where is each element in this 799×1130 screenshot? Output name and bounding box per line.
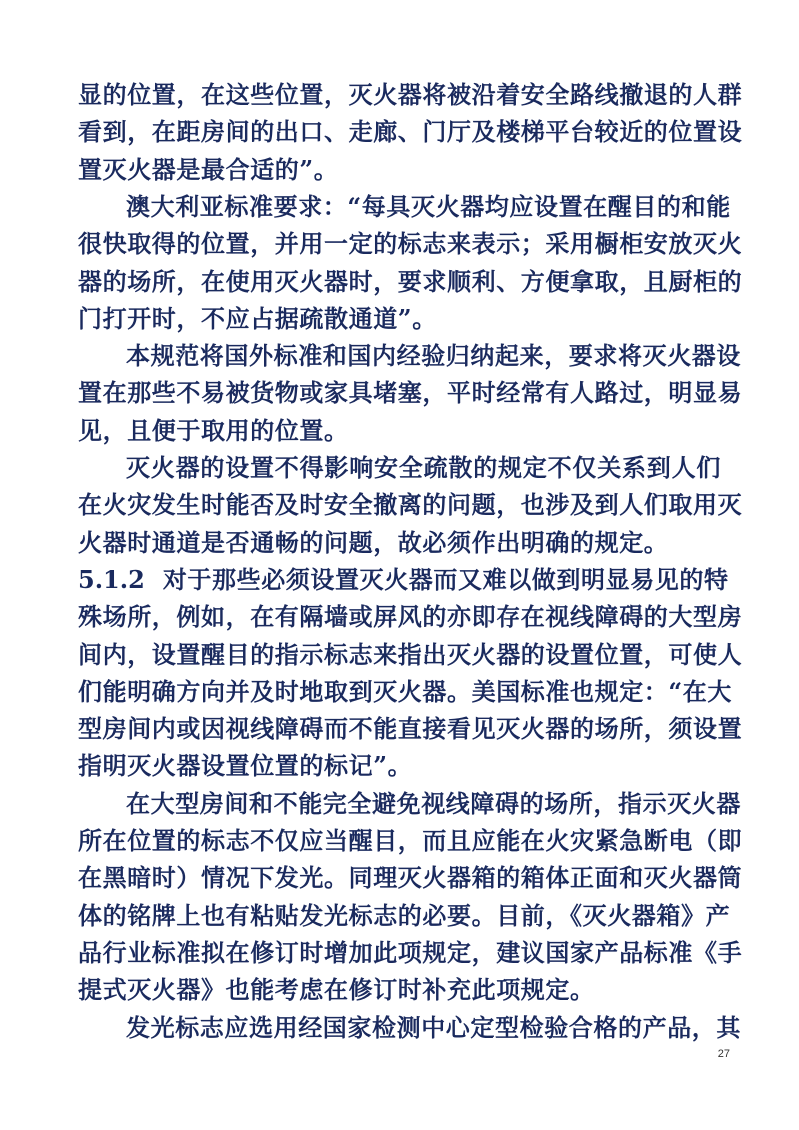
text-line: 在大型房间和不能完全避免视线障碍的场所，指示灭火器	[126, 788, 741, 818]
text-line: 所在位置的标志不仅应当醒目，而且应能在火灾紧急断电（即	[78, 826, 743, 855]
text-line: 见，且便于取用的位置。	[78, 415, 349, 445]
text-line: 本规范将国外标准和国内经验归纳起来，要求将灭火器设	[126, 341, 741, 371]
text-line: 提式灭火器》也能考虑在修订时补充此项规定。	[78, 975, 595, 1005]
text-line: 间内，设置醒目的指示标志来指出灭火器的设置位置，可使人	[78, 639, 743, 669]
text-line: 在火灾发生时能否及时安全撤离的问题，也涉及到人们取用灭	[78, 490, 743, 520]
section-text: 对于那些必须设置灭火器而又难以做到明显易见的特	[162, 564, 729, 594]
text-line: 显的位置，在这些位置，灭火器将被沿着安全路线撤退的人群	[78, 80, 743, 109]
text-line: 很快取得的位置，并用一定的标志来表示；采用橱柜安放灭火	[78, 229, 743, 259]
text-line: 发光标志应选用经国家检测中心定型检验合格的产品，其	[126, 1012, 741, 1042]
text-line: 体的铭牌上也有粘贴发光标志的必要。目前，《灭火器箱》产	[78, 900, 731, 930]
section-line	[78, 561, 729, 598]
text-line: 殊场所，例如，在有隔墙或屏风的亦即存在视线障碍的大型房	[78, 602, 743, 632]
text-line: 们能明确方向并及时地取到灭火器。美国标准也规定：“在大	[78, 676, 733, 706]
text-line: 澳大利亚标准要求：“每具灭火器均应设置在醒目的和能	[126, 191, 731, 221]
text-line: 置灭火器是最合适的”。	[78, 154, 339, 184]
section-number: 5.1.2	[78, 564, 145, 594]
text-line: 型房间内或因视线障碍而不能直接看见灭火器的场所，须设置	[78, 714, 743, 744]
page-number: 27	[717, 1048, 730, 1060]
text-line: 灭火器的设置不得影响安全疏散的规定不仅关系到人们	[126, 453, 721, 482]
text-line: 品行业标准拟在修订时增加此项规定，建议国家产品标准《手	[78, 937, 743, 967]
text-line: 在黑暗时）情况下发光。同理灭火器箱的箱体正面和灭火器筒	[78, 863, 743, 893]
text-line: 门打开时，不应占据疏散通道”。	[78, 303, 437, 333]
text-line: 指明灭火器设置位置的标记”。	[78, 751, 413, 781]
text-line: 置在那些不易被货物或家具堵塞，平时经常有人路过，明显易	[78, 378, 743, 408]
text-line: 器的场所，在使用灭火器时，要求顺利、方便拿取，且厨柜的	[78, 266, 743, 296]
text-line: 看到，在距房间的出口、走廊、门厅及楼梯平台较近的位置设	[78, 117, 743, 147]
text-line: 火器时通道是否通畅的问题，故必须作出明确的规定。	[78, 527, 669, 557]
